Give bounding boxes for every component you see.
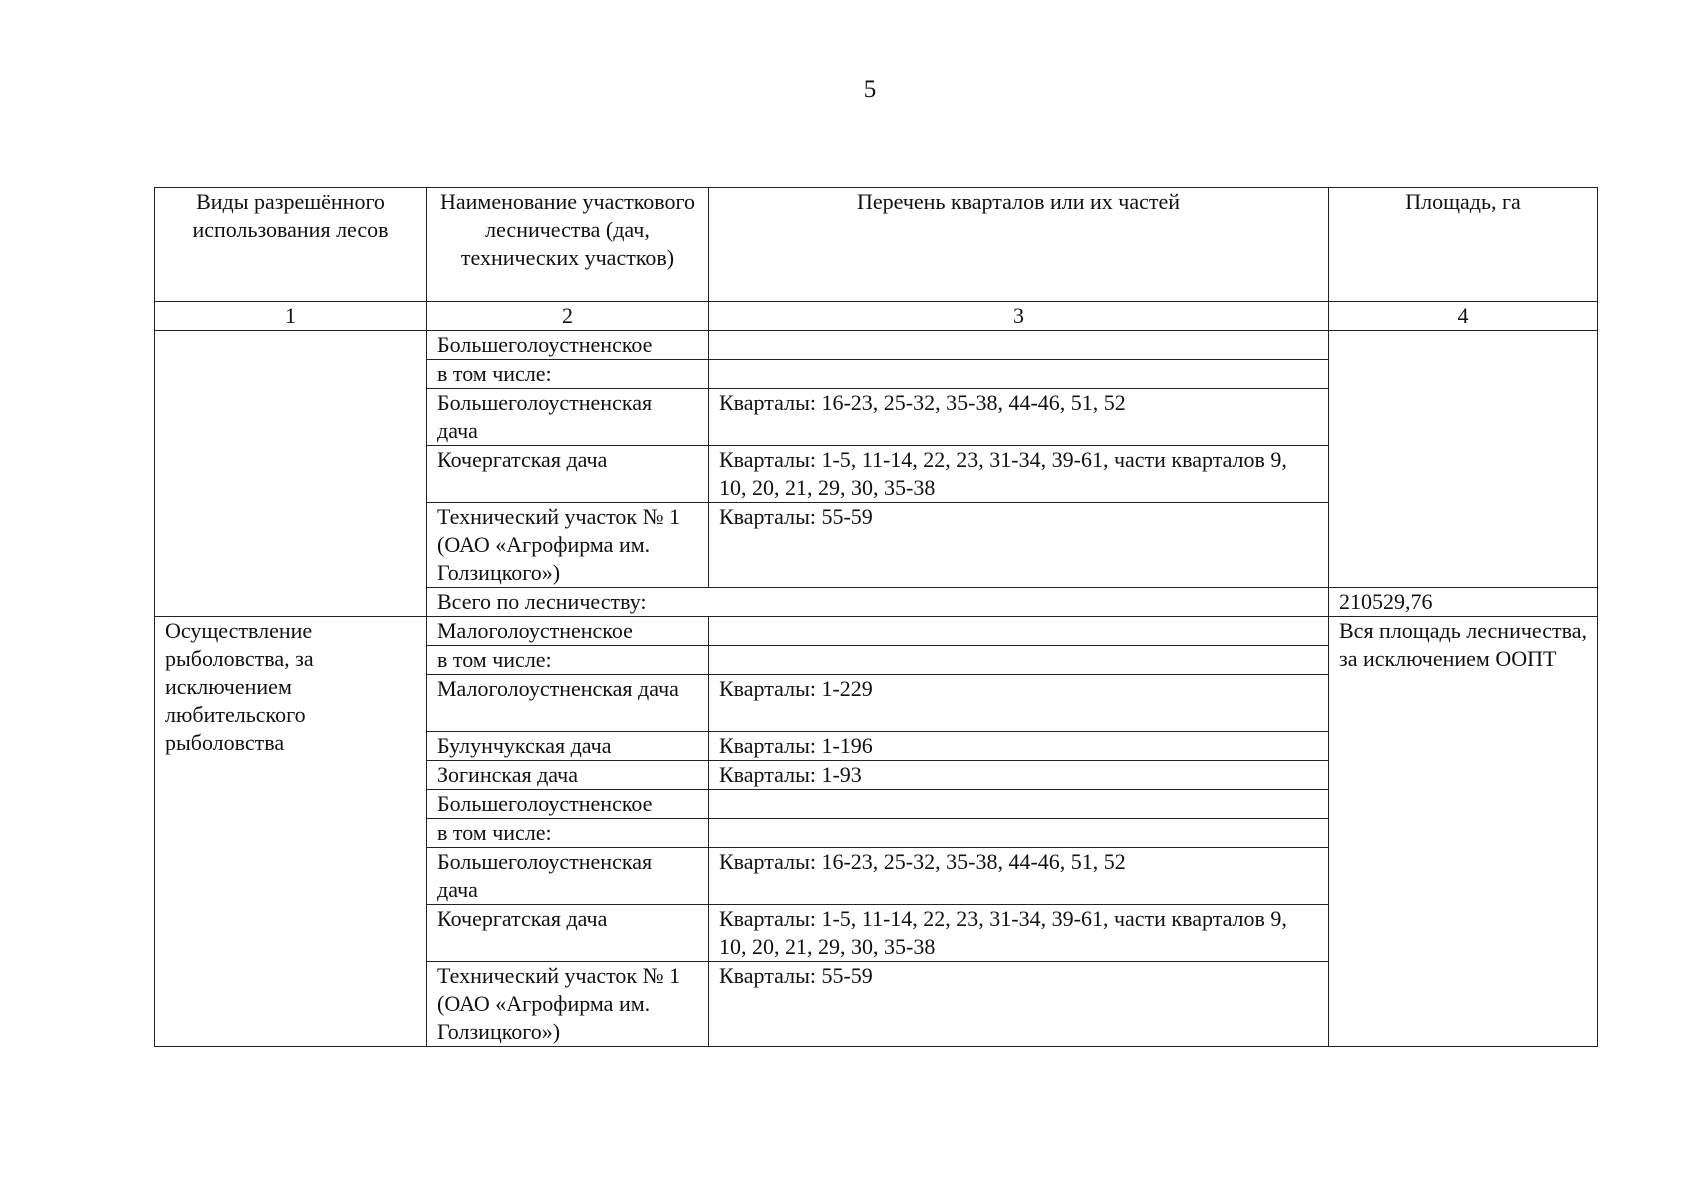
area-cell: Вся площадь лесничества, за исключением ООПТ [1329, 617, 1598, 1047]
forestry-name: Кочергатская дача [427, 905, 709, 962]
header-cell: Перечень кварталов или их частей [709, 188, 1329, 302]
quarters-list [709, 646, 1329, 675]
quarters-list: Кварталы: 55-59 [709, 503, 1329, 588]
quarters-list [709, 819, 1329, 848]
forestry-name: в том числе: [427, 819, 709, 848]
forest-use-table [154, 187, 1598, 1047]
forestry-name: Большеголоустненская дача [427, 389, 709, 446]
column-number: 2 [427, 302, 709, 331]
forestry-name: Большеголоустненское [427, 790, 709, 819]
column-number: 3 [709, 302, 1329, 331]
forestry-name: Булунчукская дача [427, 732, 709, 761]
forestry-name: в том числе: [427, 360, 709, 389]
column-number: 4 [1329, 302, 1598, 331]
quarters-list: Кварталы: 16-23, 25-32, 35-38, 44-46, 51, 52 [709, 848, 1329, 905]
column-number: 1 [155, 302, 427, 331]
column-number-row [155, 302, 1598, 331]
quarters-list [709, 360, 1329, 389]
quarters-list [709, 617, 1329, 646]
forestry-name: Технический участок № 1 (ОАО «Агрофирма им. Голзицкого») [427, 503, 709, 588]
table-row [155, 331, 1598, 360]
quarters-list: Кварталы: 1-5, 11-14, 22, 23, 31-34, 39-61, части кварталов 9, 10, 20, 21, 29, 30, 35-38 [709, 446, 1329, 503]
forestry-name: Малоголоустненское [427, 617, 709, 646]
forestry-name: Зогинская дача [427, 761, 709, 790]
forestry-name: в том числе: [427, 646, 709, 675]
forestry-name: Большеголоустненское [427, 331, 709, 360]
page-number: 5 [863, 76, 877, 103]
forestry-name: Большеголоустненская дача [427, 848, 709, 905]
use-type-cell: Осуществление рыболовства, за исключением любительского рыболовства [155, 617, 427, 1047]
use-type-cell [155, 331, 427, 617]
quarters-list: Кварталы: 55-59 [709, 962, 1329, 1047]
quarters-list: Кварталы: 1-5, 11-14, 22, 23, 31-34, 39-61, части кварталов 9, 10, 20, 21, 29, 30, 35-38 [709, 905, 1329, 962]
quarters-list [709, 790, 1329, 819]
header-row [155, 188, 1598, 302]
forestry-name: Технический участок № 1 (ОАО «Агрофирма им. Голзицкого») [427, 962, 709, 1047]
table-row [155, 617, 1598, 646]
quarters-list: Кварталы: 1-196 [709, 732, 1329, 761]
quarters-list: Кварталы: 1-229 [709, 675, 1329, 732]
header-cell: Площадь, га [1329, 188, 1598, 302]
quarters-list [709, 331, 1329, 360]
quarters-list: Кварталы: 1-93 [709, 761, 1329, 790]
header-cell: Наименование участкового лесничества (дач, технических участков) [427, 188, 709, 302]
quarters-list: Кварталы: 16-23, 25-32, 35-38, 44-46, 51, 52 [709, 389, 1329, 446]
total-label: Всего по лесничеству: [427, 588, 1329, 617]
header-cell: Виды разрешённого использования лесов [155, 188, 427, 302]
area-cell [1329, 331, 1598, 588]
forestry-name: Малоголоустненская дача [427, 675, 709, 732]
total-area: 210529,76 [1329, 588, 1598, 617]
forestry-name: Кочергатская дача [427, 446, 709, 503]
